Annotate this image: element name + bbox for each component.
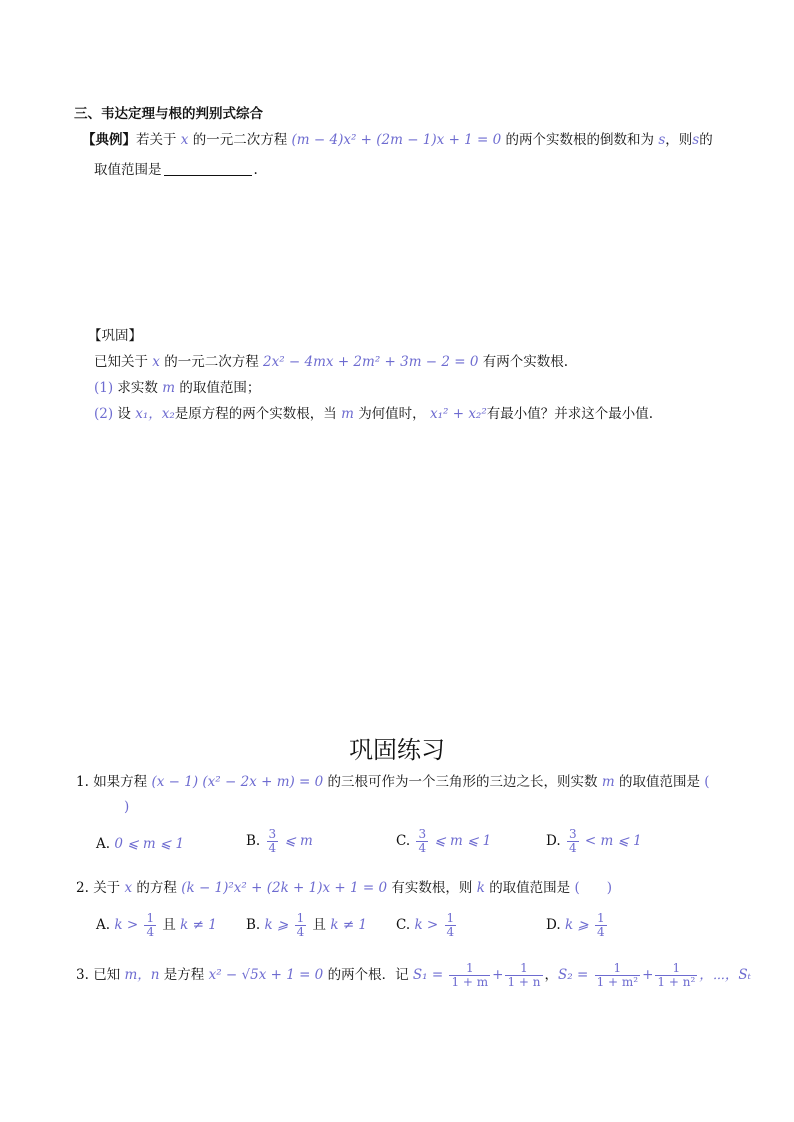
fraction: $\frac{3}{4}$ <box>268 827 277 855</box>
fraction: $\frac{1}{4}$ <box>296 911 305 939</box>
practice-q2-option-d[interactable]: D. k ⩾ $\frac{1}{4}$ <box>546 911 605 939</box>
practice-q2-option-a[interactable]: A. k > $\frac{1}{4}$ 且 k ≠ 1 <box>96 911 217 939</box>
practice-q2-option-c[interactable]: C. k > $\frac{1}{4}$ <box>396 911 455 939</box>
answer-blank[interactable] <box>164 161 252 176</box>
fraction: $\frac{3}{4}$ <box>568 827 577 855</box>
practice-q3-line: 3. 已知 m，n 是方程 x² − √5x + 1 = 0 的两个根．记 S₁ = $\frac{1}{1 + m}$ + $\frac{1}{1 + n}$ ，S₂ = $\frac{1}{\text{1 + m²}}$ + $\frac{1}{\text{1 + n²}}$ ，⋯，Sₜ <box>76 961 751 989</box>
fraction: $\frac{1}{\text{1 + m²}}$ <box>596 961 639 989</box>
fraction: $\frac{1}{4}$ <box>146 911 155 939</box>
practice-title: 巩固练习 <box>349 736 445 764</box>
practice-q2-line: 2. 关于 x 的方程 (k − 1)²x² + (2k + 1)x + 1 = 0 有实数根，则 k 的取值范围是 ( ) <box>76 880 613 896</box>
practice-q2-option-b[interactable]: B. k ⩾ $\frac{1}{4}$ 且 k ≠ 1 <box>246 911 368 939</box>
fraction: $\frac{3}{4}$ <box>418 827 427 855</box>
fraction: $\frac{1}{4}$ <box>446 911 455 939</box>
practice-q1-option-b[interactable]: B. $\frac{3}{4}$ ⩽ m <box>246 827 313 855</box>
practice-q1-line-1: 1. 如果方程 (x − 1) (x² − 2x + m) = 0 的三根可作为一个三角形的三边之长，则实数 m 的取值范围是 ( <box>76 774 710 790</box>
consolidate-equation: 2x² − 4mx + 2m² + 3m − 2 = 0 <box>263 354 479 370</box>
fraction: $\frac{1}{1 + n}$ <box>507 961 541 989</box>
example-equation: (m − 4)x² + (2m − 1)x + 1 = 0 <box>291 132 502 148</box>
practice-q1-option-c[interactable]: C. $\frac{3}{4}$ ⩽ m ⩽ 1 <box>396 827 492 855</box>
example-line-2: 取值范围是 . <box>94 162 258 178</box>
consolidate-intro: 已知关于 x 的一元二次方程 2x² − 4mx + 2m² + 3m − 2 = 0 有两个实数根. <box>94 354 569 370</box>
fraction: $\frac{1}{4}$ <box>597 911 605 939</box>
practice-q1-option-a[interactable]: A. 0 ⩽ m ⩽ 1 <box>96 836 185 852</box>
consolidate-q2: (2) 设 x₁，x₂是原方程的两个实数根，当 m 为何值时， x₁² + x₂²有最小值？并求这个最小值. <box>94 406 654 422</box>
example-tag: 【典例】 <box>82 132 136 148</box>
example-line-1: 【典例】若关于 x 的一元二次方程 (m − 4)x² + (2m − 1)x + 1 = 0 的两个实数根的倒数和为 s，则s的 <box>82 132 713 148</box>
consolidate-q1: (1) 求实数 m 的取值范围； <box>94 380 261 396</box>
practice-q1-line-2: ) <box>124 799 130 815</box>
section-heading: 三、韦达定理与根的判别式综合 <box>74 106 263 122</box>
practice-q1-option-d[interactable]: D. $\frac{3}{4}$ < m ⩽ 1 <box>546 827 642 855</box>
consolidate-tag: 【巩固】 <box>88 328 142 344</box>
fraction: $\frac{1}{1 + m}$ <box>451 961 489 989</box>
fraction: $\frac{1}{\text{1 + n²}}$ <box>657 961 696 989</box>
